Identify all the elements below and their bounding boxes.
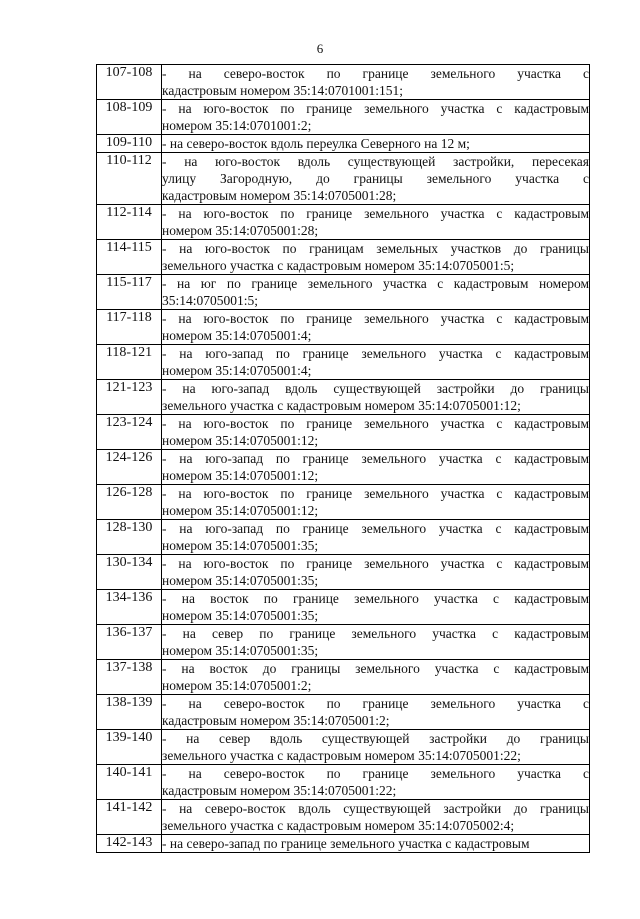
description-line: - на юго-восток по границе земельного участка с кадастровым: [162, 101, 589, 116]
table-row: [97, 485, 590, 520]
description-line: - на юго-восток по границам земельных участков до границы: [162, 241, 589, 256]
table-row: [97, 765, 590, 800]
description-line: - на юго-восток по границе земельного участка с кадастровым: [162, 311, 589, 326]
segment-id: 136-137: [97, 625, 162, 660]
table-row: [97, 800, 590, 835]
segment-description: [162, 205, 590, 240]
segment-description: [162, 240, 590, 275]
description-line: - на северо-восток вдоль существующей застройки до границы: [162, 801, 589, 816]
segment-description: [162, 800, 590, 835]
description-line: - на северо-восток по границе земельного участка с: [162, 66, 589, 81]
description-line: - на северо-восток по границе земельного участка с: [162, 766, 589, 781]
description-line: земельного участка с кадастровым номером 35:14:0705001:22;: [162, 748, 521, 763]
description-line: - на северо-запад по границе земельного участка с кадастровым: [162, 836, 530, 851]
segment-description: [162, 765, 590, 800]
segment-id: 110-112: [97, 153, 162, 205]
description-line: номером 35:14:0705001:35;: [162, 608, 319, 623]
description-line: - на юго-восток по границе земельного участка с кадастровым: [162, 486, 589, 501]
description-line: номером 35:14:0705001:28;: [162, 223, 319, 238]
table-row: [97, 520, 590, 555]
description-line: - на юго-восток по границе земельного участка с кадастровым: [162, 206, 589, 221]
description-line: - на юго-восток вдоль существующей застройки, пересекая: [162, 154, 589, 169]
segment-id: 128-130: [97, 520, 162, 555]
description-line: - на юго-запад по границе земельного участка с кадастровым: [162, 346, 589, 361]
segment-description: [162, 590, 590, 625]
segment-description: [162, 625, 590, 660]
table-row: [97, 100, 590, 135]
segment-id: 138-139: [97, 695, 162, 730]
description-line: номером 35:14:0705001:4;: [162, 328, 312, 343]
table-row: [97, 310, 590, 345]
description-line: номером 35:14:0705001:12;: [162, 503, 319, 518]
segment-id: 134-136: [97, 590, 162, 625]
table-row: [97, 153, 590, 205]
segment-description: [162, 555, 590, 590]
segment-description: [162, 310, 590, 345]
table-row: [97, 275, 590, 310]
segment-id: 139-140: [97, 730, 162, 765]
segment-id: 115-117: [97, 275, 162, 310]
description-line: номером 35:14:0705001:35;: [162, 643, 319, 658]
description-line: земельного участка с кадастровым номером 35:14:0705001:12;: [162, 398, 521, 413]
table-row: [97, 625, 590, 660]
description-line: номером 35:14:0705001:12;: [162, 433, 319, 448]
table-row: [97, 345, 590, 380]
table-row: [97, 415, 590, 450]
description-line: - на юго-восток по границе земельного участка с кадастровым: [162, 416, 589, 431]
segment-id: 140-141: [97, 765, 162, 800]
segment-description: [162, 730, 590, 765]
segment-description: [162, 380, 590, 415]
segment-description: [162, 485, 590, 520]
segment-id: 130-134: [97, 555, 162, 590]
description-line: - на северо-восток по границе земельного участка с: [162, 696, 589, 711]
description-line: - на юго-запад по границе земельного участка с кадастровым: [162, 451, 589, 466]
boundary-segments-table: [96, 64, 590, 853]
description-line: номером 35:14:0705001:2;: [162, 678, 312, 693]
table-row: [97, 660, 590, 695]
segment-description: [162, 100, 590, 135]
description-line: - на юг по границе земельного участка с кадастровым номером: [162, 276, 589, 291]
description-line: - на северо-восток вдоль переулка Северного на 12 м;: [162, 136, 470, 151]
description-line: - на север вдоль существующей застройки до границы: [162, 731, 589, 746]
description-line: номером 35:14:0705001:35;: [162, 573, 319, 588]
description-line: - на восток до границы земельного участка с кадастровым: [162, 661, 589, 676]
segment-description: [162, 695, 590, 730]
segment-id: 112-114: [97, 205, 162, 240]
segment-id: 141-142: [97, 800, 162, 835]
description-line: кадастровым номером 35:14:0705001:22;: [162, 783, 397, 798]
description-line: - на юго-запад вдоль существующей застройки до границы: [162, 381, 589, 396]
segment-id: 137-138: [97, 660, 162, 695]
segment-id: 126-128: [97, 485, 162, 520]
segment-id: 109-110: [97, 135, 162, 153]
table-row: [97, 555, 590, 590]
description-line: номером 35:14:0705001:35;: [162, 538, 319, 553]
table-body: [97, 65, 590, 853]
segment-description: [162, 153, 590, 205]
table-row: [97, 135, 590, 153]
segment-id: 114-115: [97, 240, 162, 275]
segment-description: [162, 660, 590, 695]
description-line: - на север по границе земельного участка с кадастровым: [162, 626, 589, 641]
description-line: 35:14:0705001:5;: [162, 293, 259, 308]
segment-id: 124-126: [97, 450, 162, 485]
table-row: [97, 450, 590, 485]
description-line: номером 35:14:0705001:12;: [162, 468, 319, 483]
table-row: [97, 730, 590, 765]
segment-id: 123-124: [97, 415, 162, 450]
description-line: номером 35:14:0705001:4;: [162, 363, 312, 378]
description-line: номером 35:14:0701001:2;: [162, 118, 312, 133]
segment-description: [162, 450, 590, 485]
segment-description: [162, 415, 590, 450]
segment-description: [162, 520, 590, 555]
table-row: [97, 835, 590, 853]
description-line: улицу Загородную, до границы земельного участка с: [162, 171, 589, 186]
description-line: - на юго-восток по границе земельного участка с кадастровым: [162, 556, 589, 571]
segment-description: [162, 835, 590, 853]
segment-description: [162, 345, 590, 380]
description-line: - на юго-запад по границе земельного участка с кадастровым: [162, 521, 589, 536]
description-line: - на восток по границе земельного участка с кадастровым: [162, 591, 589, 606]
segment-id: 117-118: [97, 310, 162, 345]
segment-description: [162, 275, 590, 310]
page-number: 6: [316, 41, 324, 56]
description-line: земельного участка с кадастровым номером 35:14:0705002:4;: [162, 818, 515, 833]
segment-description: [162, 65, 590, 100]
table-row: [97, 590, 590, 625]
description-line: земельного участка с кадастровым номером 35:14:0705001:5;: [162, 258, 515, 273]
table-row: [97, 240, 590, 275]
segment-id: 121-123: [97, 380, 162, 415]
table-row: [97, 695, 590, 730]
segment-description: [162, 135, 590, 153]
segment-id: 142-143: [97, 835, 162, 853]
description-line: кадастровым номером 35:14:0705001:28;: [162, 188, 397, 203]
segment-id: 107-108: [97, 65, 162, 100]
segment-id: 118-121: [97, 345, 162, 380]
table-row: [97, 65, 590, 100]
description-line: кадастровым номером 35:14:0705001:2;: [162, 713, 390, 728]
description-line: кадастровым номером 35:14:0701001:151;: [162, 83, 404, 98]
table-row: [97, 205, 590, 240]
table-row: [97, 380, 590, 415]
segment-id: 108-109: [97, 100, 162, 135]
